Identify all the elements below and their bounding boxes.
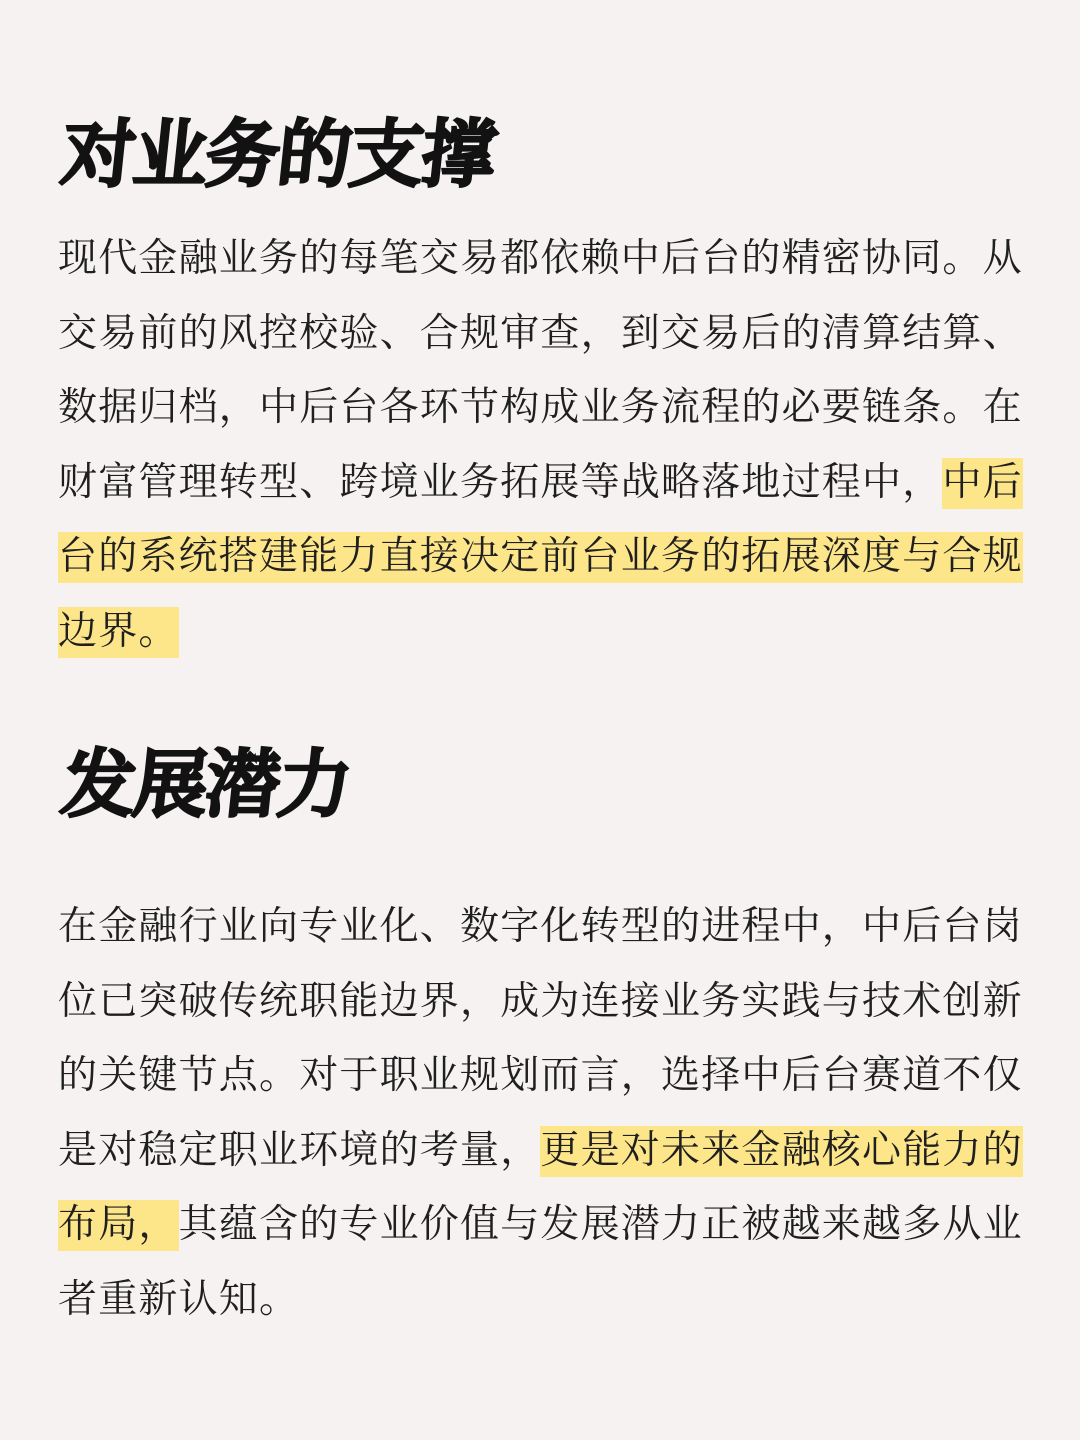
highlighted-text: 更是对未来金融核心能力的布局， [58,1126,1023,1252]
paragraph-text: 现代金融业务的每笔交易都依赖中后台的精密协同。从交易前的风控校验、合规审查，到交易后的清算结算、数据归档，中后台各环节构成业务流程的必要链条。在财富管理转型、跨境业务拓展等战略落地过程中， [58,236,1023,505]
section-paragraph [58,222,1052,669]
section-development-potential [57,742,1052,1337]
section-paragraph [58,890,1052,1337]
paragraph-text-tail: 其蕴含的专业价值与发展潜力正被越来越多从业者重新认知。 [58,1202,1023,1322]
section-heading: 对业务的支撑 [57,112,499,198]
section-heading: 发展潜力 [57,742,355,828]
section-business-support [57,112,1052,669]
highlighted-text: 中后台的系统搭建能力直接决定前台业务的拓展深度与合规边界。 [58,458,1023,658]
paragraph-text: 在金融行业向专业化、数字化转型的进程中，中后台岗位已突破传统职能边界，成为连接业务实践与技术创新的关键节点。对于职业规划而言，选择中后台赛道不仅是对稳定职业环境的考量， [58,904,1023,1173]
